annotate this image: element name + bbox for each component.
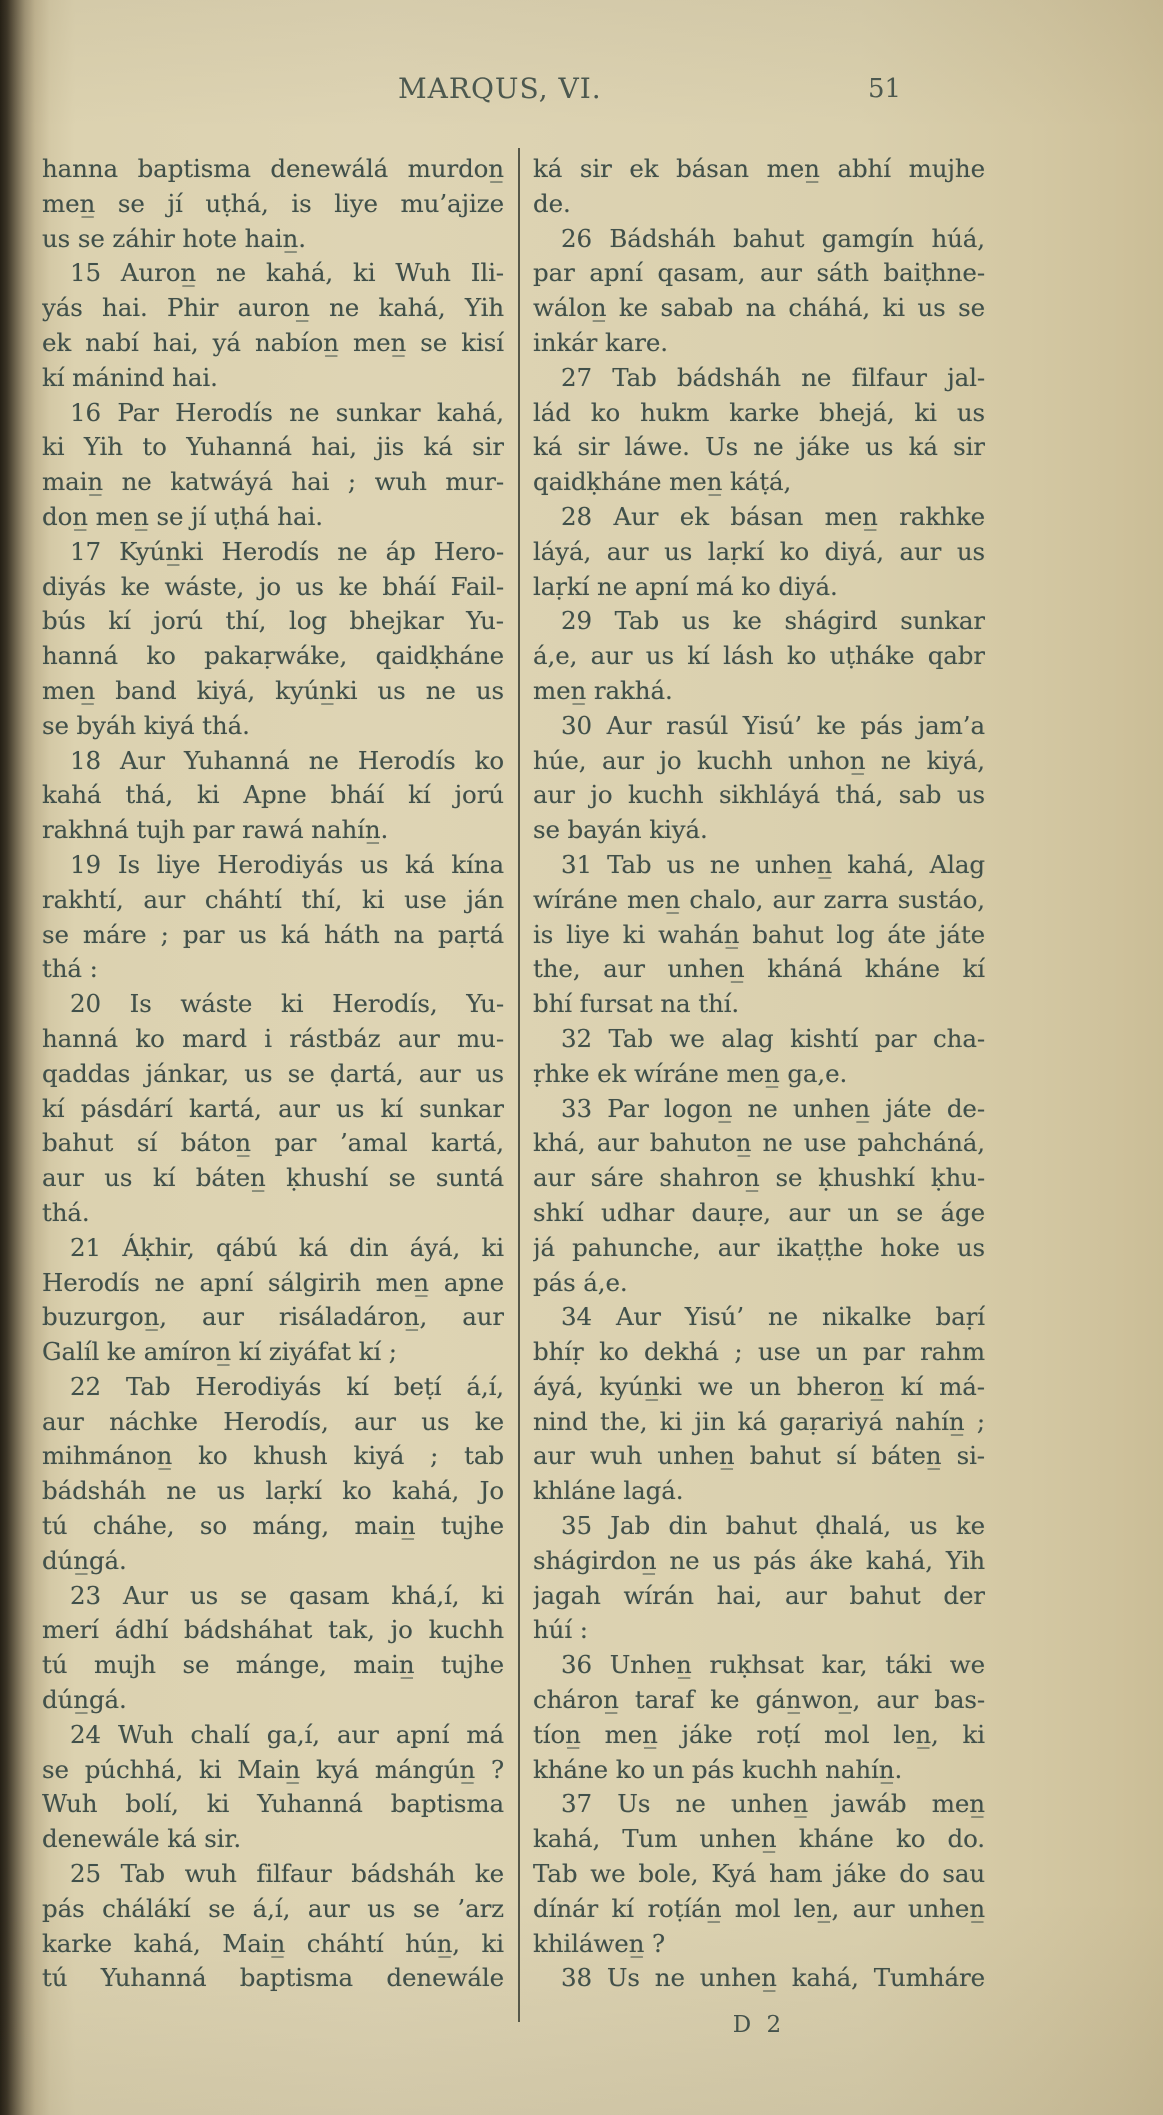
- text-line: 17 Kyún̲ki Herodís ne áp Hero-: [70, 536, 504, 566]
- text-line: dún̲gá.: [42, 1685, 127, 1715]
- page-header: [0, 0, 1163, 130]
- text-line: yás hai. Phir auron̲ ne kahá, Yih: [42, 293, 504, 323]
- text-line: inkár kare.: [533, 327, 668, 357]
- text-line: Wuh bolí, ki Yuhanná baptisma: [42, 1789, 504, 1819]
- text-line: bhí fursat na thí.: [533, 989, 740, 1019]
- text-line: main̲ ne katwáyá hai ; wuh mur-: [42, 467, 504, 497]
- left-column: [42, 152, 504, 1996]
- text-line: 23 Aur us se qasam khá,í, ki: [70, 1580, 504, 1610]
- text-line: kahá thá, ki Apne bháí kí jorú: [42, 780, 504, 810]
- text-line: ká sir ek básan men̲ abhí mujhe: [533, 154, 985, 183]
- text-line: á,e, aur us kí lásh ko uṭháke qabr: [533, 641, 985, 671]
- text-line: wálon̲ ke sabab na cháhá, ki us se: [533, 293, 985, 323]
- text-line: nind the, ki jin ká gaṛariyá nahín̲ ;: [533, 1406, 985, 1436]
- text-line: láyá, aur us laṛkí ko diyá, aur us: [533, 536, 985, 566]
- text-line: bhíṛ ko dekhá ; use un par rahm: [533, 1337, 985, 1367]
- text-line: ṛhke ek wíráne men̲ ga,e.: [533, 1058, 848, 1088]
- text-line: 21 Áḳhir, qábú ká din áyá, ki: [70, 1232, 504, 1262]
- text-line: 20 Is wáste ki Herodís, Yu-: [70, 989, 504, 1019]
- text-line: ki Yih to Yuhanná hai, jis ká sir: [42, 432, 504, 462]
- text-line: 27 Tab bádsháh ne filfaur jal-: [561, 362, 985, 392]
- text-line: is liye ki wahán̲ bahut log áte játe: [533, 919, 985, 949]
- text-line: Herodís ne apní sálgirih men̲ apne: [42, 1267, 504, 1297]
- text-line: 24 Wuh chalí ga,í, aur apní má: [70, 1719, 504, 1749]
- text-line: dínár kí roṭíán̲ mol len̲, aur unhen̲: [533, 1893, 985, 1923]
- text-line: aur wuh unhen̲ bahut sí báten̲ si-: [533, 1441, 985, 1471]
- text-line: de.: [533, 188, 571, 218]
- text-line: qaddas jánkar, us se ḍartá, aur us: [42, 1058, 504, 1088]
- text-line: kí mánind hai.: [42, 362, 218, 392]
- text-line: thá :: [42, 954, 98, 984]
- text-line: 18 Aur Yuhanná ne Herodís ko: [70, 745, 504, 775]
- text-line: Tab we bole, Kyá ham jáke do sau: [533, 1859, 985, 1889]
- text-line: kahá, Tum unhen̲ kháne ko do.: [533, 1824, 985, 1854]
- text-line: se máre ; par us ká háth na paṛtá: [42, 919, 504, 949]
- text-line: 35 Jab din bahut ḍhalá, us ke: [561, 1511, 985, 1541]
- text-line: rakhná tujh par rawá nahín̲.: [42, 815, 389, 845]
- running-title: MARQUS, VI.: [398, 72, 602, 105]
- text-line: wíráne men̲ chalo, aur zarra sustáo,: [533, 884, 985, 914]
- page-number: 51: [868, 74, 902, 104]
- text-line: mihmánon̲ ko khush kiyá ; tab: [42, 1441, 504, 1471]
- text-line: ek nabí hai, yá nabíon̲ men̲ se kisí: [42, 327, 504, 357]
- signature-mark: D 2: [732, 2012, 786, 2038]
- text-line: men̲ se jí uṭhá, is liye mu’ajize: [42, 188, 504, 218]
- text-line: buzurgon̲, aur risáladáron̲, aur: [42, 1302, 504, 1332]
- text-line: dún̲gá.: [42, 1545, 127, 1575]
- text-line: thá.: [42, 1197, 90, 1227]
- text-line: cháron̲ taraf ke gán̲won̲, aur bas-: [533, 1685, 985, 1715]
- text-line: khláne lagá.: [533, 1476, 684, 1506]
- text-line: aur náchke Herodís, aur us ke: [42, 1406, 504, 1436]
- text-line: 33 Par logon̲ ne unhen̲ játe de-: [561, 1093, 985, 1123]
- text-line: hanna baptisma denewálá murdon̲: [42, 154, 504, 183]
- text-line: denewále ká sir.: [42, 1824, 242, 1854]
- text-line: khiláwen̲ ?: [533, 1928, 666, 1958]
- text-line: par apní qasam, aur sáth baiṭhne-: [533, 258, 985, 288]
- text-line: laṛkí ne apní má ko diyá.: [533, 571, 838, 601]
- text-line: tú mujh se mánge, main̲ tujhe: [42, 1650, 504, 1680]
- text-line: húí :: [533, 1615, 588, 1645]
- text-line: ká sir láwe. Us ne jáke us ká sir: [533, 432, 985, 462]
- text-line: aur sáre shahron̲ se ḳhushkí ḳhu-: [533, 1163, 985, 1193]
- text-line: 29 Tab us ke shágird sunkar: [561, 606, 985, 636]
- text-line: merí ádhí bádsháhat tak, jo kuchh: [42, 1615, 504, 1645]
- text-line: rakhtí, aur cháhtí thí, ki use ján: [42, 884, 504, 914]
- text-line: men̲ band kiyá, kyún̲ki us ne us: [42, 675, 504, 705]
- text-line: 19 Is liye Herodiyás us ká kína: [70, 849, 504, 879]
- text-line: kháne ko un pás kuchh nahín̲.: [533, 1754, 903, 1784]
- text-line: don̲ men̲ se jí uṭhá hai.: [42, 501, 323, 531]
- text-line: karke kahá, Main̲ cháhtí hún̲, ki: [42, 1928, 504, 1958]
- text-line: aur us kí báten̲ ḳhushí se suntá: [42, 1163, 504, 1193]
- text-line: Galíl ke amíron̲ kí ziyáfat kí ;: [42, 1337, 397, 1367]
- text-line: 25 Tab wuh filfaur bádsháh ke: [70, 1859, 504, 1889]
- text-line: tíon̲ men̲ jáke roṭí mol len̲, ki: [533, 1719, 985, 1749]
- text-line: shágirdon̲ ne us pás áke kahá, Yih: [533, 1545, 985, 1575]
- text-line: hanná ko pakaṛwáke, qaidḳháne: [42, 641, 504, 671]
- text-line: hanná ko mard i rástbáz aur mu-: [42, 1023, 504, 1053]
- text-line: kí pásdárí kartá, aur us kí sunkar: [42, 1093, 504, 1123]
- column-divider-rule: [518, 148, 520, 2022]
- text-line: 34 Aur Yisú’ ne nikalke baṛí: [561, 1302, 985, 1332]
- text-line: 32 Tab we alag kishtí par cha-: [561, 1023, 985, 1053]
- text-line: bádsháh ne us laṛkí ko kahá, Jo: [42, 1476, 504, 1506]
- text-line: se púchhá, ki Main̲ kyá mángún̲ ?: [42, 1754, 504, 1784]
- text-line: 16 Par Herodís ne sunkar kahá,: [70, 397, 504, 427]
- text-line: jagah wírán hai, aur bahut der: [533, 1580, 985, 1610]
- text-line: bús kí jorú thí, log bhejkar Yu-: [42, 606, 504, 636]
- text-line: us se záhir hote hain̲.: [42, 223, 306, 253]
- text-line: 36 Unhen̲ ruḳhsat kar, táki we: [561, 1650, 985, 1680]
- text-line: se bayán kiyá.: [533, 815, 708, 845]
- text-line: 26 Bádsháh bahut gamgín húá,: [561, 223, 985, 253]
- text-line: já pahunche, aur ikaṭṭhe hoke us: [533, 1232, 985, 1262]
- text-line: húe, aur jo kuchh unhon̲ ne kiyá,: [533, 745, 985, 775]
- text-line: se byáh kiyá thá.: [42, 710, 250, 740]
- text-line: 15 Auron̲ ne kahá, ki Wuh Ili-: [70, 258, 504, 288]
- text-line: pás chálákí se á,í, aur us se ’arz: [42, 1893, 504, 1923]
- text-line: 37 Us ne unhen̲ jawáb men̲: [561, 1789, 985, 1819]
- text-line: lád ko hukm karke bhejá, ki us: [533, 397, 985, 427]
- text-line: 22 Tab Herodiyás kí beṭí á,í,: [70, 1371, 504, 1401]
- text-line: tú Yuhanná baptisma denewále: [42, 1963, 504, 1993]
- right-column: [533, 152, 985, 1996]
- text-line: the, aur unhen̲ kháná kháne kí: [533, 954, 985, 984]
- text-line: tú cháhe, so máng, main̲ tujhe: [42, 1511, 504, 1541]
- text-line: shkí udhar dauṛe, aur un se áge: [533, 1197, 985, 1227]
- text-line: bahut sí báton̲ par ’amal kartá,: [42, 1128, 504, 1158]
- text-line: 30 Aur rasúl Yisú’ ke pás jam’a: [561, 710, 985, 740]
- text-line: khá, aur bahuton̲ ne use pahcháná,: [533, 1128, 985, 1158]
- text-line: diyás ke wáste, jo us ke bháí Fail-: [42, 571, 504, 601]
- text-line: qaidḳháne men̲ káṭá,: [533, 467, 792, 497]
- text-line: men̲ rakhá.: [533, 675, 673, 705]
- text-line: 38 Us ne unhen̲ kahá, Tumháre: [561, 1963, 985, 1993]
- text-line: pás á,e.: [533, 1267, 628, 1297]
- text-line: aur jo kuchh sikhláyá thá, sab us: [533, 780, 985, 810]
- text-line: áyá, kyún̲ki we un bheron̲ kí má-: [533, 1371, 985, 1401]
- text-line: 28 Aur ek básan men̲ rakhke: [561, 501, 985, 531]
- text-line: 31 Tab us ne unhen̲ kahá, Alag: [561, 849, 985, 879]
